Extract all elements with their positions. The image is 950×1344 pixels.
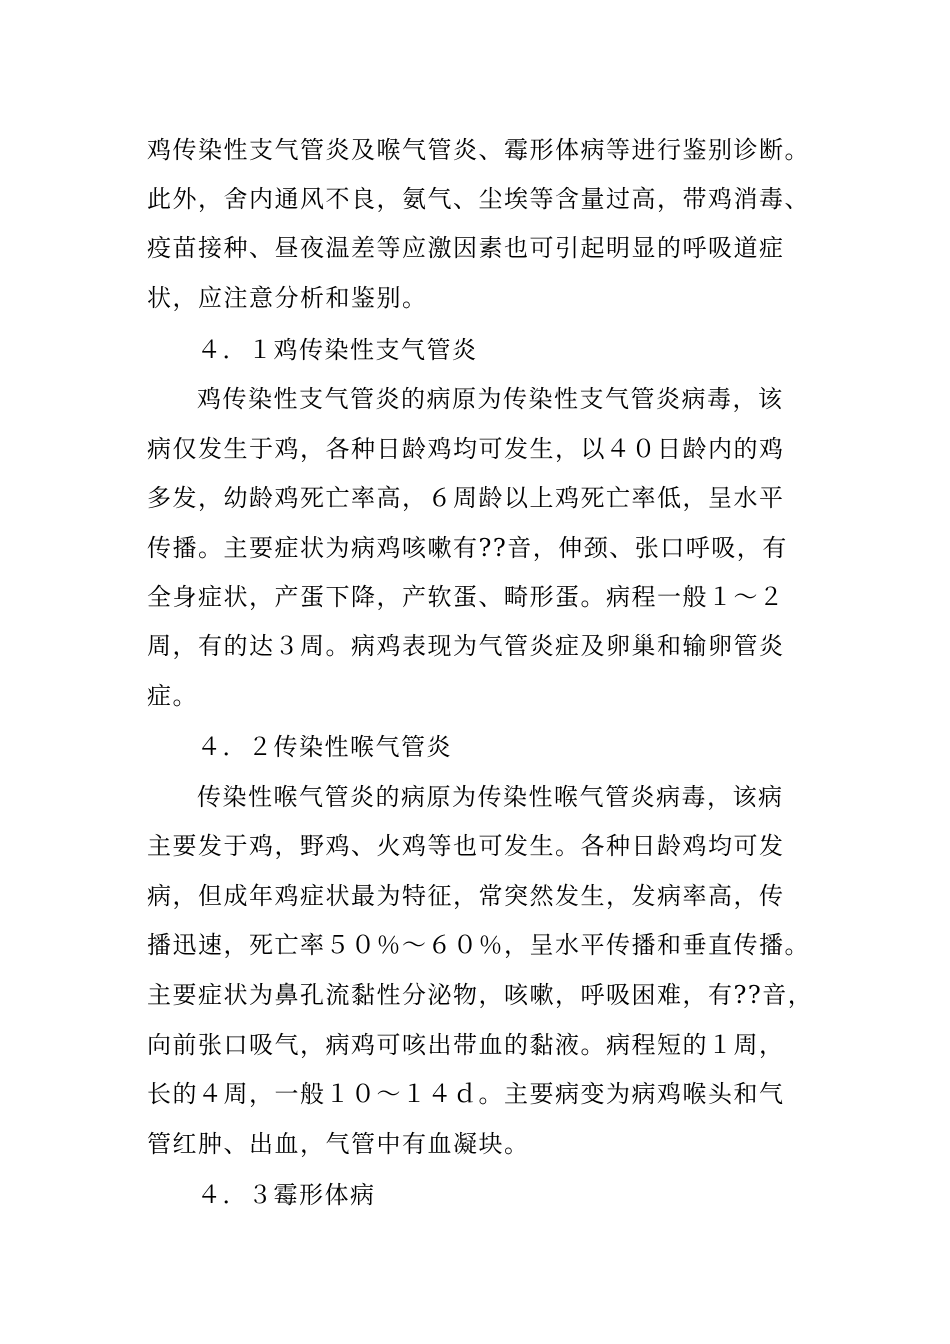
text-line: 病仅发生于鸡，各种日龄鸡均可发生，以４０日龄内的鸡 <box>147 435 785 463</box>
text-line: 疫苗接种、昼夜温差等应激因素也可引起明显的呼吸道症 <box>147 234 785 262</box>
section-heading-4-2: ４．２传染性喉气管炎 <box>197 733 452 761</box>
text-line: 全身症状，产蛋下降，产软蛋、畸形蛋。病程一般１～２ <box>147 583 785 611</box>
paragraph-first-line: 鸡传染性支气管炎的病原为传染性支气管炎病毒，该 <box>197 385 784 413</box>
text-line: 管红肿、出血，气管中有血凝块。 <box>147 1130 530 1158</box>
text-line: 病，但成年鸡症状最为特征，常突然发生，发病率高，传 <box>147 882 785 910</box>
text-line: 向前张口吸气，病鸡可咳出带血的黏液。病程短的１周， <box>147 1031 785 1059</box>
text-line: 症。 <box>147 682 198 710</box>
text-line: 传播。主要症状为病鸡咳嗽有??音，伸颈、张口呼吸，有 <box>147 534 788 562</box>
text-line: 主要发于鸡，野鸡、火鸡等也可发生。各种日龄鸡均可发 <box>147 832 785 860</box>
text-line: 状，应注意分析和鉴别。 <box>147 284 428 312</box>
text-line: 鸡传染性支气管炎及喉气管炎、霉形体病等进行鉴别诊断。 <box>147 136 810 164</box>
text-line: 此外，舍内通风不良，氨气、尘埃等含量过高，带鸡消毒、 <box>147 185 810 213</box>
text-line: 多发，幼龄鸡死亡率高，６周龄以上鸡死亡率低，呈水平 <box>147 484 785 512</box>
paragraph-first-line: 传染性喉气管炎的病原为传染性喉气管炎病毒，该病 <box>197 783 784 811</box>
text-line: 长的４周，一般１０～１４ｄ。主要病变为病鸡喉头和气 <box>147 1080 785 1108</box>
text-line: 周，有的达３周。病鸡表现为气管炎症及卵巢和输卵管炎 <box>147 632 785 660</box>
section-heading-4-3: ４．３霉形体病 <box>197 1181 376 1209</box>
text-line: 主要症状为鼻孔流黏性分泌物，咳嗽，呼吸困难，有??音， <box>147 981 814 1009</box>
section-heading-4-1: ４．１鸡传染性支气管炎 <box>197 336 478 364</box>
text-line: 播迅速，死亡率５０％～６０％，呈水平传播和垂直传播。 <box>147 931 810 959</box>
